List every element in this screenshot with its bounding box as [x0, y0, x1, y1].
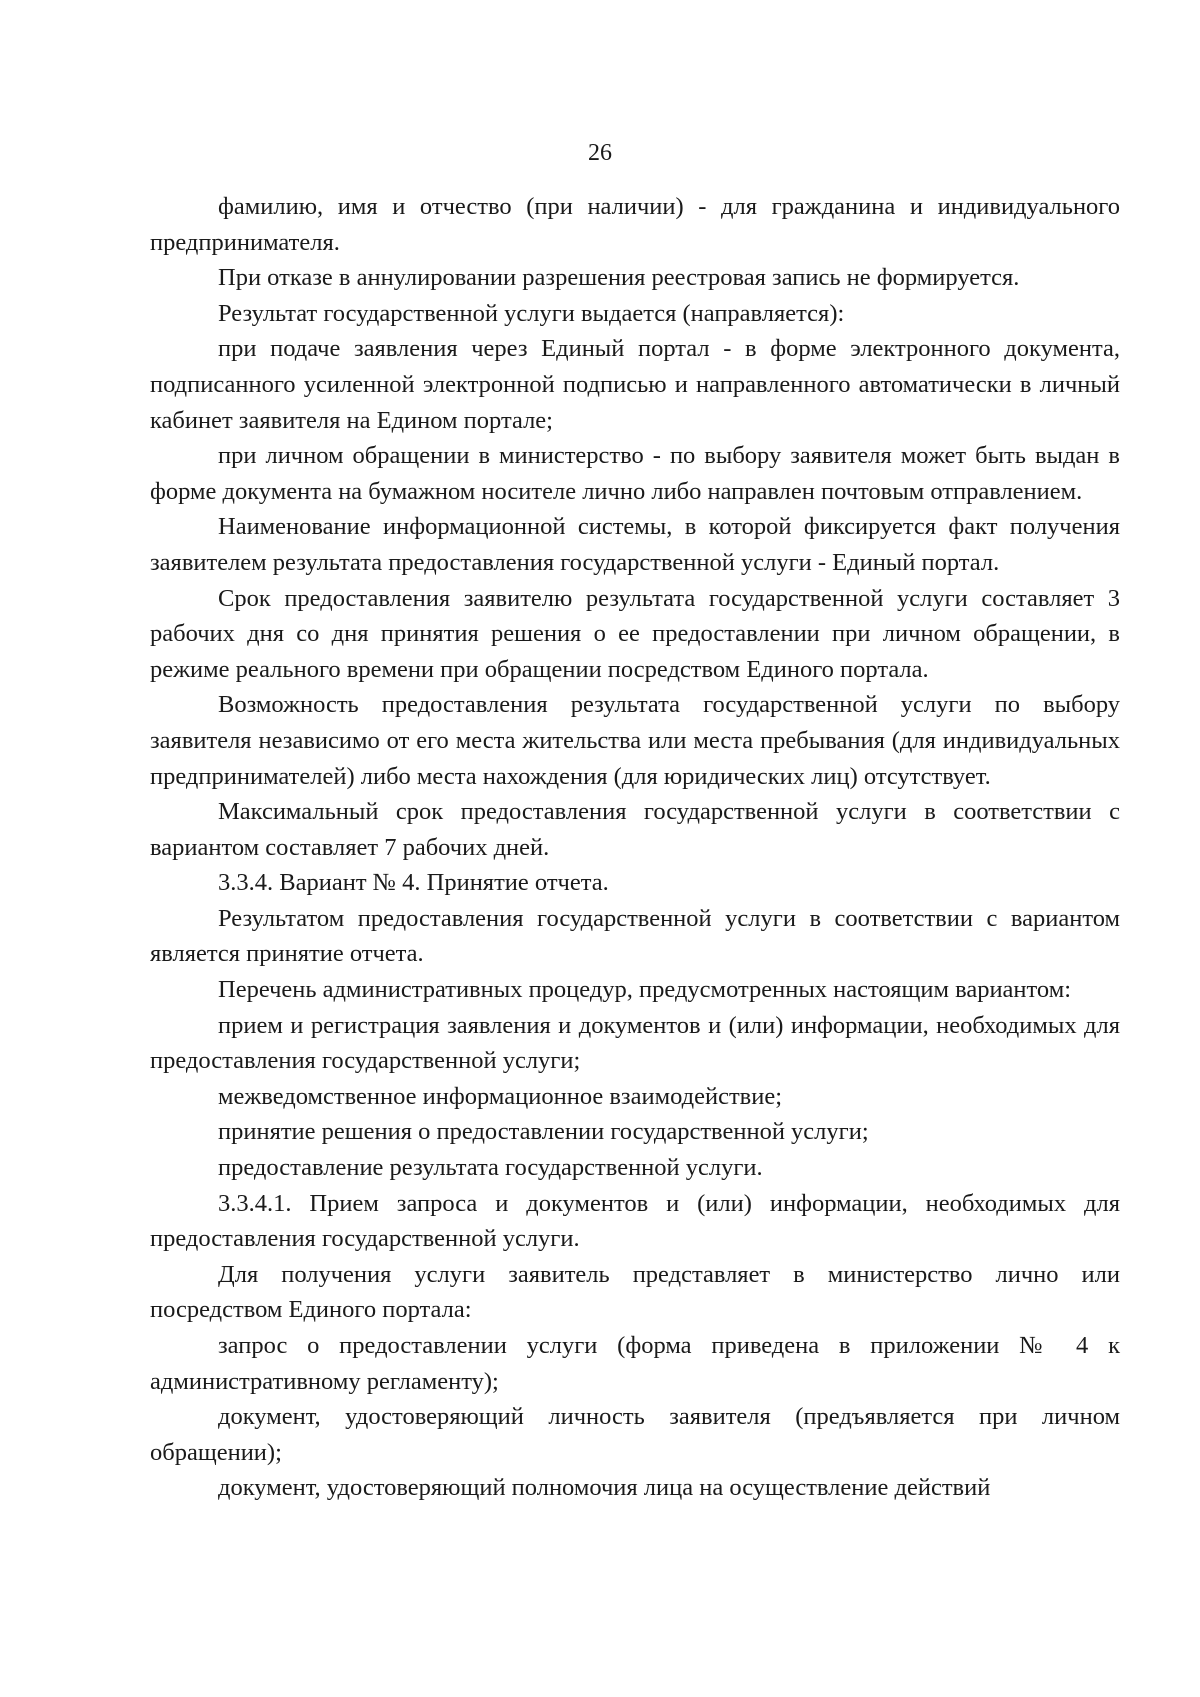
paragraph: Результат государственной услуги выдается (направляется): — [218, 299, 845, 327]
paragraph: Наименование информационной системы, в которой фиксируется факт получения заявителем результата предоставления государственной услуги - Единый портал. — [150, 513, 1120, 576]
paragraph: Срок предоставления заявителю результата государственной услуги составляет 3 рабочих дня со дня принятия решения о ее предоставлении при личном обращении, в режиме реального времени при обращении посредством Единого портала. — [150, 584, 1120, 683]
document-body — [150, 189, 1120, 1506]
paragraph: Максимальный срок предоставления государственной услуги в соответствии с вариантом составляет 7 рабочих дней. — [150, 798, 1120, 861]
paragraph: При отказе в аннулировании разрешения реестровая запись не формируется. — [218, 264, 1020, 292]
list-item: межведомственное информационное взаимодействие; — [218, 1082, 783, 1110]
paragraph: Для получения услуги заявитель представляет в министерство лично или посредством Единого портала: — [150, 1260, 1120, 1324]
paragraph: при личном обращении в министерство - по выбору заявителя может быть выдан в форме документа на бумажном носителе лично либо направлен почтовым отправлением. — [150, 442, 1120, 505]
list-item: документ, удостоверяющий полномочия лица на осуществление действий — [218, 1474, 991, 1502]
list-item: прием и регистрация заявления и документов и (или) информации, необходимых для предоставления государственной услуги; — [150, 1011, 1120, 1075]
subsection-heading: 3.3.4.1. Прием запроса и документов и (или) информации, необходимых для предоставления государственной услуги. — [150, 1189, 1120, 1253]
paragraph: фамилию, имя и отчество (при наличии) - для гражданина и индивидуального предпринимателя. — [150, 193, 1120, 256]
list-item: предоставление результата государственной услуги. — [218, 1154, 763, 1182]
list-item: запрос о предоставлении услуги (форма приведена в приложении № 4 к административному регламенту); — [150, 1332, 1120, 1395]
paragraph: Возможность предоставления результата государственной услуги по выбору заявителя независимо от его места жительства или места пребывания (для индивидуальных предпринимателей) либо места нахождения (для юридических лиц) отсутствует. — [150, 691, 1120, 790]
page-number: 26 — [588, 140, 612, 166]
list-item: документ, удостоверяющий личность заявителя (предъявляется при личном обращении); — [150, 1403, 1120, 1466]
paragraph: Перечень административных процедур, предусмотренных настоящим вариантом: — [218, 976, 1072, 1004]
section-heading: 3.3.4. Вариант № 4. Принятие отчета. — [218, 869, 609, 897]
list-item: принятие решения о предоставлении государственной услуги; — [218, 1118, 869, 1146]
paragraph: Результатом предоставления государственной услуги в соответствии с вариантом является принятие отчета. — [150, 904, 1120, 968]
paragraph: при подаче заявления через Единый портал - в форме электронного документа, подписанного усиленной электронной подписью и направленного автоматически в личный кабинет заявителя на Едином портале; — [150, 335, 1120, 434]
